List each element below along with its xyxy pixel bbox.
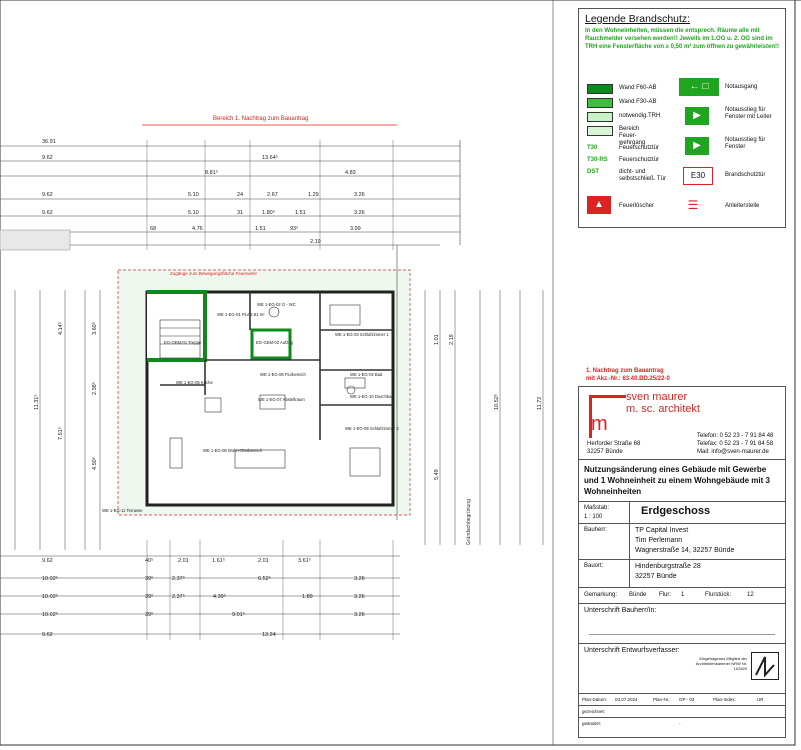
chamber-stamp: Eingetragenes Mitglied der Architektenkammer NRW Nr. 102620 (695, 656, 747, 671)
svg-text:3.26: 3.26 (354, 576, 365, 582)
svg-text:3.99: 3.99 (350, 226, 361, 232)
svg-text:7.51⁵: 7.51⁵ (58, 427, 64, 440)
address-line: 32257 Bünde (587, 449, 623, 455)
dim-text: 36.91 (42, 139, 56, 145)
flur-label: Flur: (659, 592, 671, 598)
legend-item-label: Notausgang (725, 84, 758, 90)
legend-item-label: Bereich Feuer-wehrgang (619, 126, 646, 146)
svg-text:3.61⁵: 3.61⁵ (298, 558, 311, 564)
flurstueck-label: Flurstück: (705, 592, 732, 598)
svg-text:3.26: 3.26 (354, 210, 365, 216)
massstab-value: 1 : 100 (584, 514, 603, 520)
firm-name: sven maurer (626, 391, 688, 403)
svg-text:9.62: 9.62 (42, 632, 53, 638)
architect-stamp-icon (751, 652, 779, 680)
legend-note: In den Wohneinheiten, müssen die entsprech. Räume alle mit Rauchmelder versehen werden!! Jeweils im 1.OG u. 2. OG sind im TRH eine Fensterfläche von ≥ 0,50 m² zum öffnen zu gewährleisten!! (585, 28, 779, 50)
svg-text:4.50⁵: 4.50⁵ (92, 457, 98, 470)
fire-extinguisher-icon: ▲ (587, 196, 611, 214)
mail: Mail: info@sven-maurer.de (697, 449, 769, 455)
svg-text:39⁵: 39⁵ (145, 594, 154, 600)
svg-text:WE 1-EG-03 Schlafzimmer 1: WE 1-EG-03 Schlafzimmer 1 (335, 332, 389, 337)
svg-text:WE 1-EG-11 Terrasse: WE 1-EG-11 Terrasse (102, 508, 143, 513)
svg-text:1.61⁵: 1.61⁵ (212, 558, 225, 564)
svg-text:5.49: 5.49 (434, 469, 440, 480)
svg-text:3.26: 3.26 (354, 612, 365, 618)
svg-text:1.51: 1.51 (295, 210, 306, 216)
trh-swatch (587, 112, 613, 122)
plan-nr-label: Plan-Nr.: (653, 697, 671, 702)
ladder-icon: ☰ (683, 196, 703, 214)
gemarkung-label: Gemarkung: (584, 592, 618, 598)
bauherr-line: Tim Perlemann (635, 537, 683, 544)
svg-text:2.19: 2.19 (449, 334, 455, 345)
svg-text:4.76: 4.76 (192, 226, 203, 232)
bauort-line: Hindenburgstraße 28 (635, 563, 701, 570)
svg-text:10.02⁵: 10.02⁵ (42, 594, 59, 600)
svg-text:2.67: 2.67 (267, 192, 278, 198)
svg-text:WE 1-EG-05 Küche: WE 1-EG-05 Küche (176, 380, 213, 385)
title-block (578, 386, 786, 738)
svg-text:24: 24 (237, 192, 244, 198)
svg-text:5.10: 5.10 (188, 210, 199, 216)
svg-text:3.60⁵: 3.60⁵ (92, 322, 98, 335)
svg-text:13.64⁵: 13.64⁵ (262, 155, 279, 161)
legend-item-label: Wand F30-AB (619, 99, 657, 105)
flurstueck-value: 12 (747, 592, 754, 598)
bauort-line: 32257 Bünde (635, 573, 677, 580)
svg-text:5.10: 5.10 (188, 192, 199, 198)
geaendert-label: geändert: (582, 721, 602, 726)
legend-item-label: Anleiterstelle (725, 203, 760, 209)
ladder-exit-icon: ▶ (685, 107, 709, 125)
legend-code: T30-RS (587, 157, 608, 163)
svg-text:1.01: 1.01 (434, 334, 440, 345)
project-title: Nutzungsänderung eines Gebäude mit Gewerbe und 1 Wohneinheit zu einem Wohngebäude mit 3 Wohneinheiten (584, 465, 770, 496)
plan-index-value: UR (757, 697, 764, 702)
svg-text:2.37⁵: 2.37⁵ (172, 576, 185, 582)
plan-nr-value: GP - 03 (679, 697, 695, 702)
svg-text:9.62: 9.62 (42, 558, 53, 564)
svg-text:9.62: 9.62 (42, 155, 53, 161)
svg-text:11.72: 11.72 (537, 396, 543, 410)
svg-text:10.02⁵: 10.02⁵ (42, 576, 59, 582)
legend-code: DST (587, 169, 599, 175)
svg-text:68: 68 (150, 226, 157, 232)
svg-text:2.01: 2.01 (178, 558, 189, 564)
svg-text:4.39⁵: 4.39⁵ (213, 594, 226, 600)
svg-text:1.89: 1.89 (302, 594, 313, 600)
svg-text:2.38⁵: 2.38⁵ (92, 382, 98, 395)
svg-text:2.01: 2.01 (258, 558, 269, 564)
legend-item-label: Notausstieg für Fenster (725, 137, 766, 150)
legend-item-label: dicht- und selbstschließ. Tür (619, 169, 666, 182)
address-line: Herforder Straße 68 (587, 441, 641, 447)
legend-code: T30 (587, 145, 598, 151)
legend-item-label: Wand F60-AB (619, 85, 657, 91)
svg-text:WE 1-EG-07 Abstellraum: WE 1-EG-07 Abstellraum (258, 397, 305, 402)
bauort-label: Bauort: (584, 563, 604, 569)
legend-item-label: Feuerschutztür (619, 145, 660, 151)
gemarkung-value: Bünde (629, 592, 647, 598)
legend-item-label: Feuerlöscher (619, 203, 655, 209)
sig-entwurf-label: Unterschrift Entwurfsverfasser: (584, 647, 680, 654)
bauherr-line: Wagnerstraße 14, 32257 Bünde (635, 547, 735, 554)
flur-value: 1 (681, 592, 685, 598)
svg-text:9.62: 9.62 (42, 192, 53, 198)
svg-text:1.51: 1.51 (255, 226, 266, 232)
phone: Telefon: 0 52 23 - 7 91 84 48 (697, 433, 774, 439)
svg-text:Zugänge zum Bewegungsfläche Fe: Zugänge zum Bewegungsfläche Feuerwehr (170, 271, 258, 276)
window-exit-icon: ▶ (685, 137, 709, 155)
svg-text:11.31⁵: 11.31⁵ (34, 394, 40, 410)
e30-icon: E30 (683, 167, 713, 185)
svg-text:WE 1-EG-04 Bad: WE 1-EG-04 Bad (350, 372, 383, 377)
svg-text:4.83: 4.83 (345, 170, 356, 176)
plan-datum-label: Plan-Datum: (582, 697, 608, 702)
svg-text:WE 1-EG-08 Wohn-/Essbereich: WE 1-EG-08 Wohn-/Essbereich (203, 448, 263, 453)
svg-text:WE 1-EG-02 G - WC: WE 1-EG-02 G - WC (257, 302, 296, 307)
svg-text:13.24: 13.24 (262, 632, 276, 638)
f30-swatch (587, 98, 613, 108)
svg-text:2.37⁵: 2.37⁵ (172, 594, 185, 600)
gezeichnet-label: gezeichnet: (582, 709, 606, 714)
sig-bauherr-label: Unterschrift Bauherr/In: (584, 607, 657, 614)
legend-item-label: Brandschutztür (725, 172, 766, 178)
massstab-label: Maßstab: (584, 505, 610, 511)
svg-text:Gründachbegrünung: Gründachbegrünung (466, 499, 472, 545)
svg-text:8.81⁵: 8.81⁵ (205, 170, 218, 176)
svg-text:39⁵: 39⁵ (145, 576, 154, 582)
legend-item-label: notwendig.TRH (619, 113, 661, 119)
svg-text:39⁵: 39⁵ (145, 612, 154, 618)
svg-text:WE 1-EG-10 Duschbad: WE 1-EG-10 Duschbad (350, 394, 394, 399)
svg-text:WE 1-EG-06 Flurbereich: WE 1-EG-06 Flurbereich (260, 372, 306, 377)
nachtrag-title: 1. Nachtrag zum Bauantrag (586, 368, 664, 374)
sheet-title: Erdgeschoss (641, 505, 711, 517)
firm-title: m. sc. architekt (626, 403, 700, 415)
f60-swatch (587, 84, 613, 94)
svg-text:WE 1-EG-01 Flur 3.81 m²: WE 1-EG-01 Flur 3.81 m² (217, 312, 265, 317)
svg-text:6.52⁶: 6.52⁶ (258, 576, 271, 582)
svg-text:3.26: 3.26 (354, 192, 365, 198)
exit-sign-icon: ← □ (679, 78, 719, 96)
svg-text:4.14⁵: 4.14⁵ (58, 322, 64, 335)
plan-datum-value: 03.07.2024 (615, 697, 638, 702)
legend-item-label: Notausstieg für Fenster mit Leiter (725, 107, 772, 120)
logo-letter: m (591, 413, 608, 435)
svg-text:93⁵: 93⁵ (290, 226, 299, 232)
svg-text:2.19: 2.19 (310, 239, 321, 245)
svg-text:WE 1-EG-09 Schlafzimmer 2: WE 1-EG-09 Schlafzimmer 2 (345, 426, 399, 431)
svg-text:9.01⁵: 9.01⁵ (232, 612, 245, 618)
feuerwehrgang-swatch (587, 126, 613, 136)
bauherr-line: TP Capital Invest (635, 527, 689, 534)
svg-text:3.26: 3.26 (354, 594, 365, 600)
svg-text:EG-GEM-02 Aufzug: EG-GEM-02 Aufzug (256, 340, 294, 345)
nachtrag-label: Bereich 1. Nachtrag zum Bauantrag (213, 116, 309, 122)
akz-number: mit Akz.-Nr.: 63.40.BD.25/22-0 (586, 376, 670, 382)
legend-title: Legende Brandschutz: (585, 13, 691, 25)
svg-text:31: 31 (237, 210, 244, 216)
geaendert-value: - (679, 721, 681, 726)
fax: Telefax: 0 52 23 - 7 91 84 58 (697, 441, 774, 447)
svg-text:10.02⁵: 10.02⁵ (42, 612, 59, 618)
svg-text:1.80⁵: 1.80⁵ (262, 210, 275, 216)
svg-text:1.29: 1.29 (308, 192, 319, 198)
svg-text:40⁵: 40⁵ (145, 558, 154, 564)
svg-text:EG-GEM-01 Treppe: EG-GEM-01 Treppe (164, 340, 202, 345)
bauherr-label: Bauherr: (584, 527, 608, 533)
legend-item-label: Feuerschutztür (619, 157, 660, 163)
fire-protection-legend (578, 8, 786, 228)
plan-index-label: Plan-Index: (713, 697, 736, 702)
svg-text:10.52⁵: 10.52⁵ (494, 393, 500, 410)
svg-text:9.62: 9.62 (42, 210, 53, 216)
